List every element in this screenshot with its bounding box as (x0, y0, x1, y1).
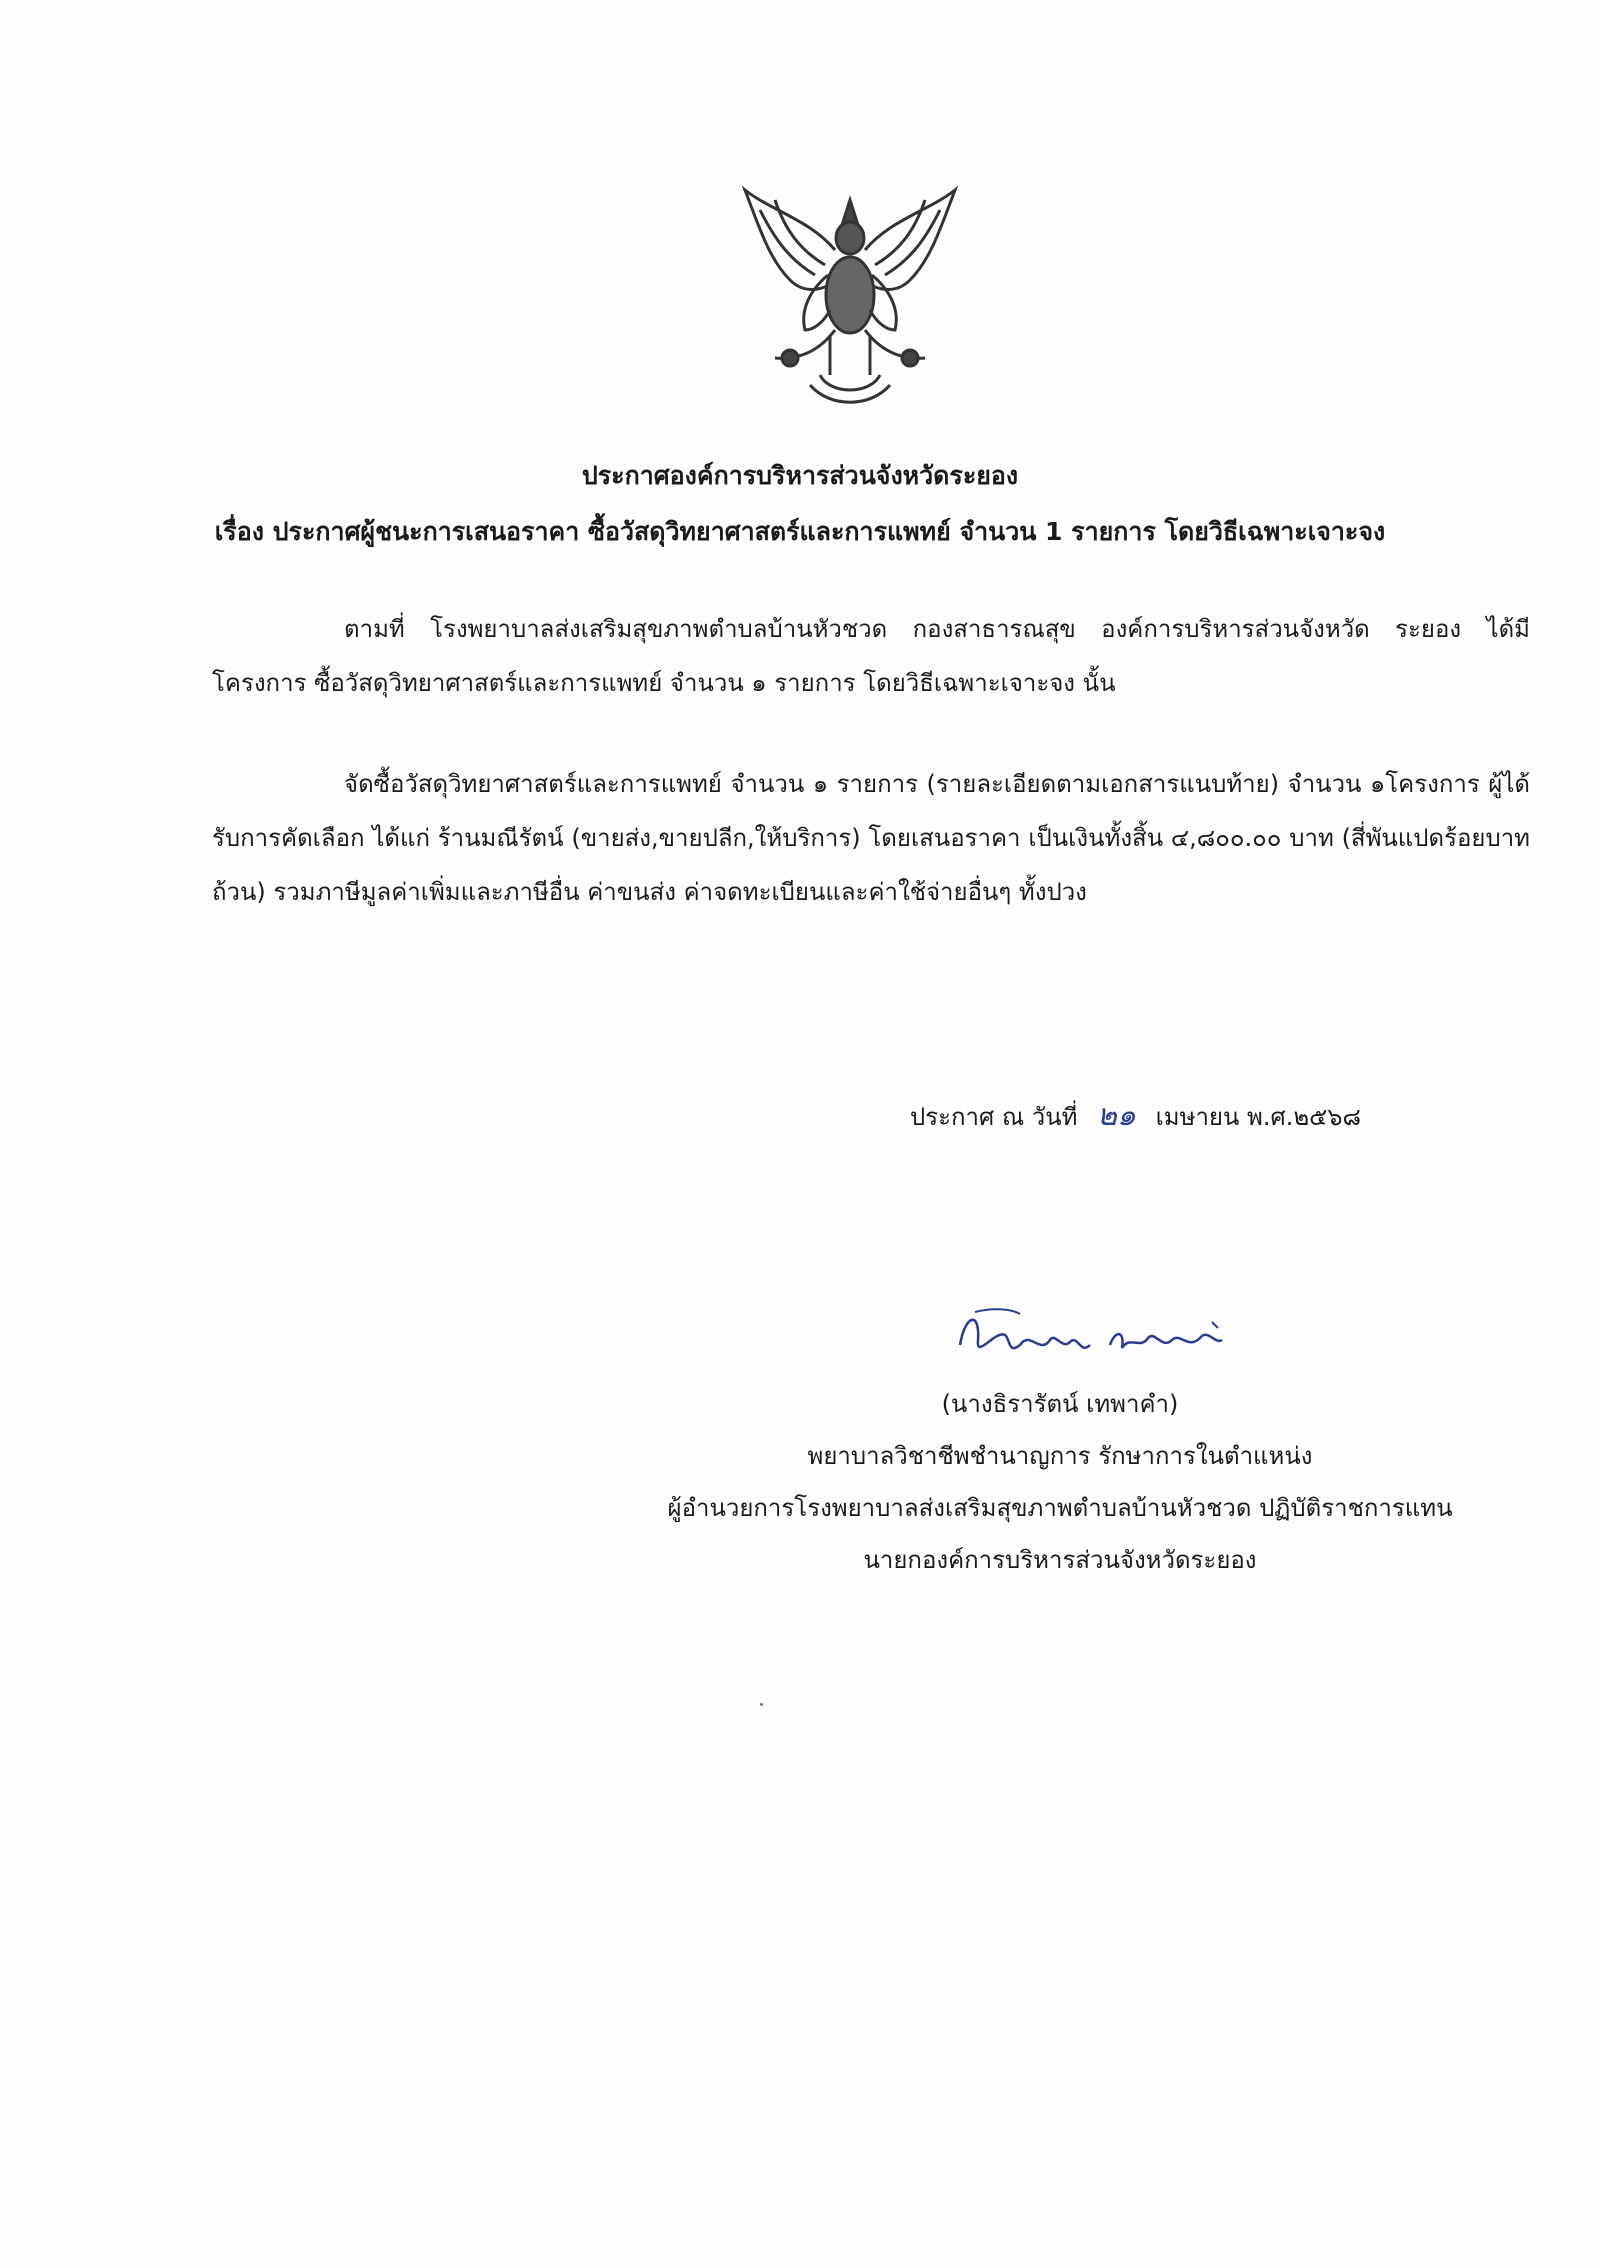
signatory-position-3: นายกองค์การบริหารส่วนจังหวัดระยอง (863, 1546, 1257, 1574)
paragraph-1-text: ตามที่ โรงพยาบาลส่งเสริมสุขภาพตำบลบ้านหัวชวด กองสาธารณสุข องค์การบริหารส่วนจังหวัด ระยอง ได้มีโครงการ ซื้อวัสดุวิทยาศาสตร์และการแพทย์ จำนวน ๑ รายการ โดยวิธีเฉพาะเจาะจง นั้น (212, 615, 1530, 697)
announcement-subject: เรื่อง ประกาศผู้ชนะการเสนอราคา ซื้อวัสดุวิทยาศาสตร์และการแพทย์ จำนวน 1 รายการ โดยวิธีเฉพาะเจาะจง (214, 517, 1386, 546)
handwritten-signature (950, 1300, 1250, 1370)
paragraph-2-text: จัดซื้อวัสดุวิทยาศาสตร์และการแพทย์ จำนวน ๑ รายการ (รายละเอียดตามเอกสารแนบท้าย) จำนวน ๑โครงการ ผู้ได้รับการคัดเลือก ได้แก่ ร้านมณีรัตน์ (ขายส่ง,ขายปลีก,ให้บริการ) โดยเสนอราคา เป็นเงินทั้งสิ้น ๔,๘๐๐.๐๐ บาท (สี่พันแปดร้อยบาทถ้วน) รวมภาษีมูลค่าเพิ่มและภาษีอื่น ค่าขนส่ง ค่าจดทะเบียนและค่าใช้จ่ายอื่นๆ ทั้งปวง (212, 770, 1530, 906)
signatory-position-1: พยาบาลวิชาชีพชำนาญการ รักษาการในตำแหน่ง (807, 1442, 1313, 1470)
garuda-emblem-icon (730, 180, 970, 410)
announcement-date (910, 1092, 1361, 1139)
signatory-name: (นางธิรารัตน์ เทพาคำ) (941, 1390, 1179, 1418)
scan-speck (760, 1703, 763, 1706)
paragraph-2 (212, 757, 1530, 919)
date-month-year: เมษายน พ.ศ.๒๕๖๘ (1155, 1103, 1362, 1131)
paragraph-1 (212, 602, 1530, 710)
handwritten-day: ๒๑ (1097, 1098, 1136, 1133)
signatory-block (560, 1378, 1560, 1586)
date-prefix: ประกาศ ณ วันที่ (910, 1103, 1078, 1131)
signatory-position-2: ผู้อำนวยการโรงพยาบาลส่งเสริมสุขภาพตำบลบ้านหัวชวด ปฏิบัติราชการแทน (667, 1494, 1453, 1522)
announcement-title: ประกาศองค์การบริหารส่วนจังหวัดระยอง (581, 461, 1019, 490)
